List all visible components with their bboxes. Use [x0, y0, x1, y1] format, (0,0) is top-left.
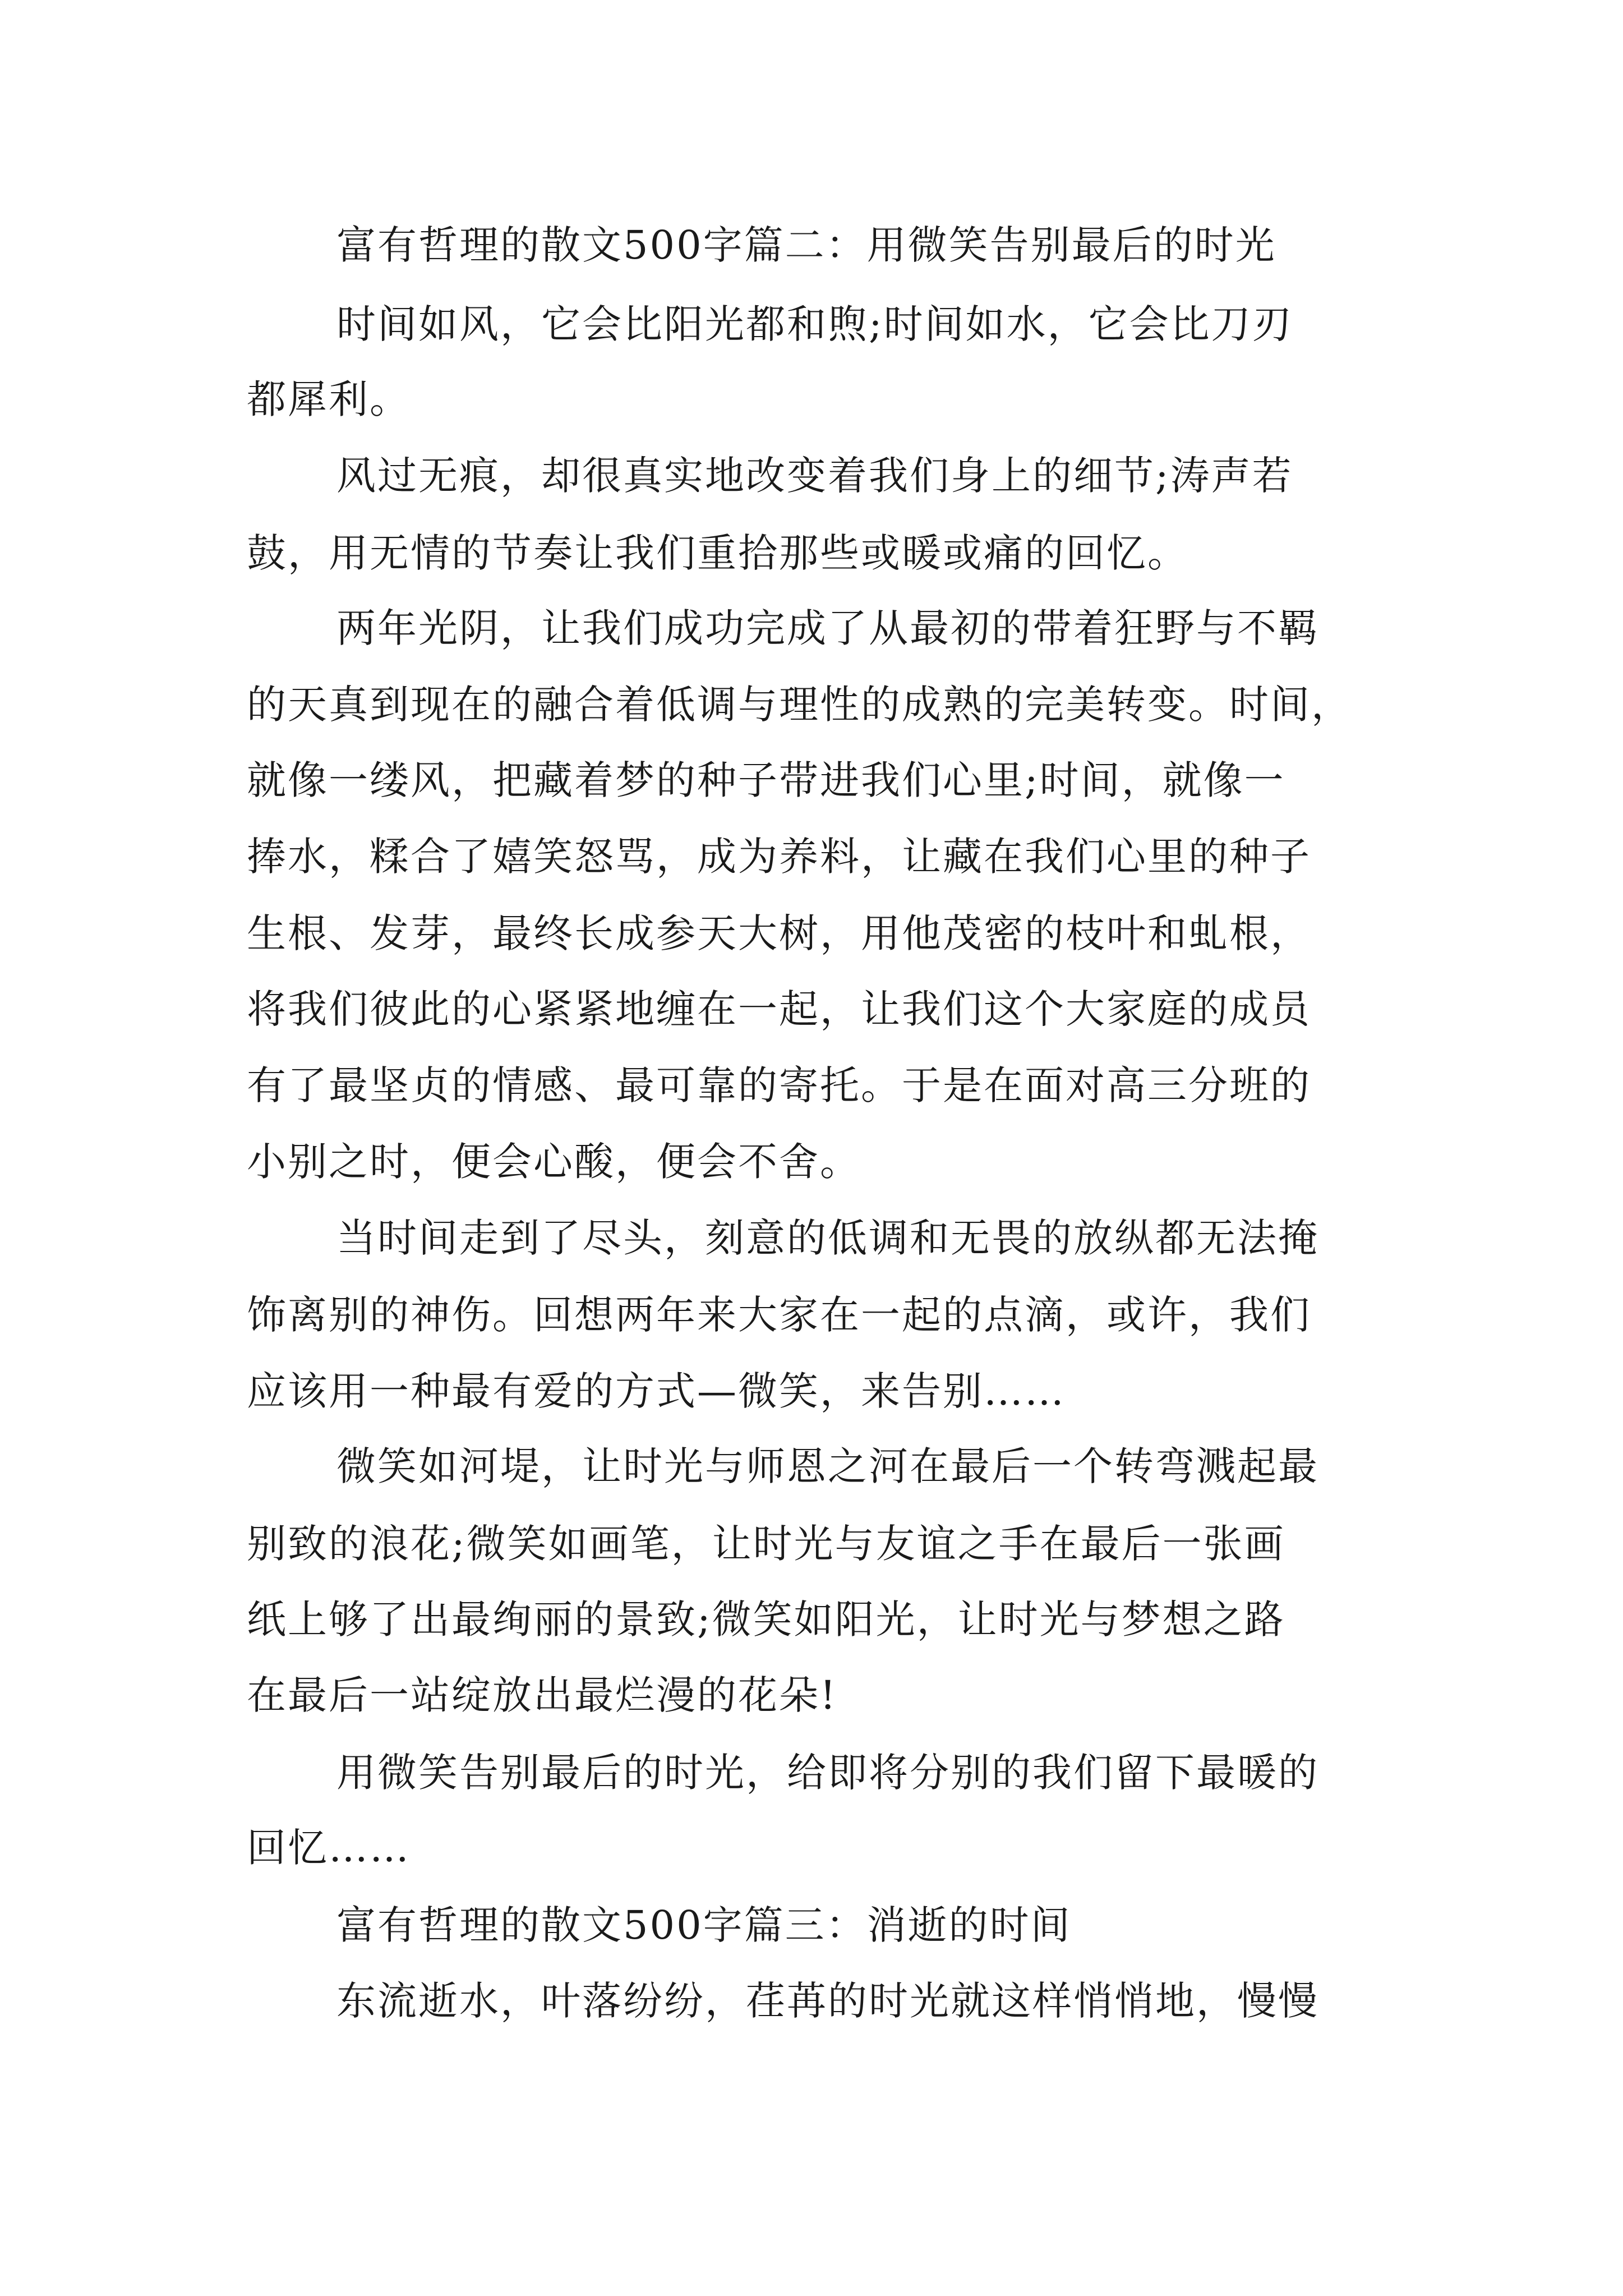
text-line: 有了最坚贞的情感、最可靠的寄托。于是在面对高三分班的 [247, 1062, 1311, 1108]
text-line: 鼓，用无情的节奏让我们重拾那些或暖或痛的回忆。 [247, 530, 1188, 576]
section-heading-2: 富有哲理的散文500字篇二：用微笑告别最后的时光 [336, 222, 1276, 268]
text-line: 微笑如河堤，让时光与师恩之河在最后一个转弯溅起最 [336, 1443, 1319, 1489]
text-line: 的天真到现在的融合着低调与理性的成熟的完美转变。时间， [247, 682, 1352, 728]
text-line: 风过无痕，却很真实地改变着我们身上的细节;涛声若 [336, 453, 1293, 499]
text-line: 捧水，糅合了嬉笑怒骂，成为养料，让藏在我们心里的种子 [247, 834, 1311, 880]
text-line: 将我们彼此的心紧紧地缠在一起，让我们这个大家庭的成员 [247, 986, 1311, 1032]
text-line: 就像一缕风，把藏着梦的种子带进我们心里;时间，就像一 [247, 757, 1285, 803]
text-line: 时间如风，它会比阳光都和煦;时间如水，它会比刀刃 [336, 301, 1293, 347]
text-line: 东流逝水，叶落纷纷，荏苒的时光就这样悄悄地，慢慢 [336, 1978, 1319, 2024]
text-line: 纸上够了出最绚丽的景致;微笑如阳光，让时光与梦想之路 [247, 1596, 1285, 1642]
text-line: 回忆…… [247, 1825, 411, 1871]
text-line: 生根、发芽，最终长成参天大树，用他茂密的枝叶和虬根， [247, 910, 1311, 956]
text-line: 在最后一站绽放出最烂漫的花朵! [247, 1672, 838, 1718]
text-line: 用微笑告别最后的时光，给即将分别的我们留下最暖的 [336, 1750, 1319, 1796]
section-heading-3: 富有哲理的散文500字篇三：消逝的时间 [336, 1902, 1072, 1948]
text-line: 饰离别的神伤。回想两年来大家在一起的点滴，或许，我们 [247, 1292, 1311, 1338]
text-line: 两年光阴，让我们成功完成了从最初的带着狂野与不羁 [336, 605, 1319, 651]
text-line: 别致的浪花;微笑如画笔，让时光与友谊之手在最后一张画 [247, 1521, 1285, 1567]
text-line: 当时间走到了尽头，刻意的低调和无畏的放纵都无法掩 [336, 1215, 1319, 1261]
text-line: 都犀利。 [247, 376, 411, 422]
text-line: 小别之时，便会心酸，便会不舍。 [247, 1139, 861, 1185]
text-line: 应该用一种最有爱的方式—微笑，来告别…… [247, 1368, 1066, 1414]
